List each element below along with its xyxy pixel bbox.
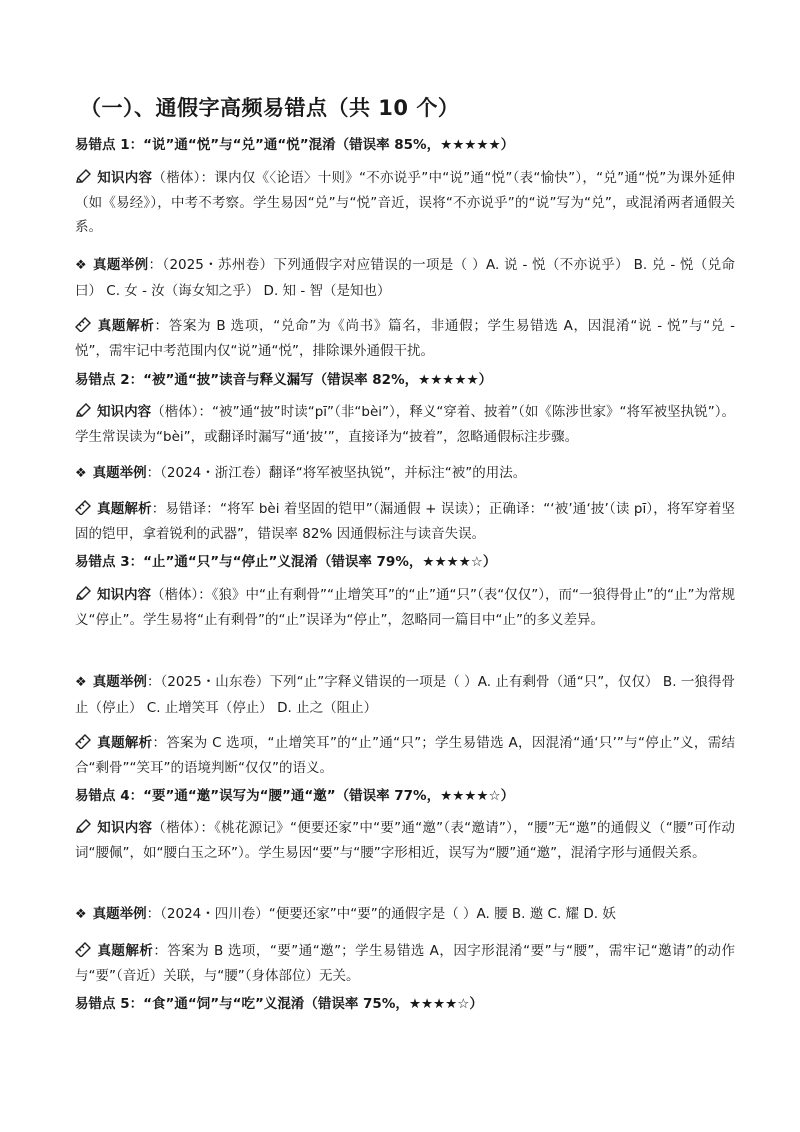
example-text: ：（2024・四川卷）“便要还家”中“要”的通假字是（ ）A. 腰 B. 邀 C. 耀 D. 妖 (146, 906, 616, 922)
ruler-pencil-icon (75, 942, 92, 957)
knowledge-text: （楷体）：课内仅《〈论语〉十则》“不亦说乎”中“说”通“悦”（表“愉快”），“兑”通“悦”为课外延伸（如《易经》），中考不考察。学生易因“兑”与“悦”音近，误将“不亦说乎”的“说”写为“兑”，或混淆两者通假关系。 (75, 170, 735, 235)
point-3-example (75, 670, 735, 720)
diamond-bullet-icon: ❖ (75, 907, 87, 922)
knowledge-text: （楷体）：《桃花源记》“便要还家”中“要”通“邀”（表“邀请”），“腰”无“邀”的通假义（“腰”可作动词“腰佩”，如“腰白玉之环”）。学生易因“要”与“腰”字形相近，误写为“腰”通“邀”，混淆字形与通假关系。 (75, 820, 735, 861)
pencil-icon (75, 169, 92, 184)
point-2-example (75, 461, 735, 487)
analysis-label: 真题解析 (97, 943, 154, 959)
point-1-heading: 易错点 1：“说”通“悦”与“兑”通“悦”混淆（错误率 85%，★★★★★） (75, 137, 515, 153)
pencil-icon (75, 403, 92, 418)
knowledge-label: 知识内容 (97, 170, 153, 186)
point-4-example (75, 902, 735, 928)
example-text: ：（2025・山东卷）下列“止”字释义错误的一项是（ ）A. 止有剩骨（通“只”，仅仅） B. 一狼得骨止（停止） C. 止增笑耳（停止） D. 止之（阻止） (75, 674, 735, 716)
point-2-analysis (75, 497, 735, 546)
point-1-example (75, 253, 735, 303)
point-3-heading: 易错点 3：“止”通“只”与“停止”义混淆（错误率 79%，★★★★☆） (75, 554, 497, 570)
analysis-label: 真题解析 (97, 501, 152, 517)
example-text: ：（2024・浙江卷）翻译“将军被坚执锐”，并标注“被”的用法。 (146, 465, 527, 481)
point-3-analysis (75, 731, 735, 780)
example-label: 真题举例 (92, 674, 147, 690)
analysis-text: ：答案为 C 选项，“止增笑耳”的“止”通“只”；学生易错选 A，因混淆“通‘只’”与“停止”义，需结合“剩骨”“笑耳”的语境判断“仅仅”的语义。 (75, 735, 735, 776)
point-2-heading: 易错点 2：“被”通“披”读音与释义漏写（错误率 82%，★★★★★） (75, 372, 493, 388)
ruler-pencil-icon (75, 317, 92, 332)
pencil-icon (75, 586, 92, 601)
point-4-heading: 易错点 4：“要”通“邀”误写为“腰”通“邀”（错误率 77%，★★★★☆） (75, 788, 515, 804)
knowledge-text: （楷体）：《狼》中“止有剩骨”“止增笑耳”的“止”通“只”（表“仅仅”），而“一狼得骨止”的“止”为常规义“停止”。学生易将“止有剩骨”的“止”误译为“停止”，忽略同一篇目中“止”的多义差异。 (75, 587, 736, 628)
point-5-heading: 易错点 5：“食”通“饲”与“吃”义混淆（错误率 75%，★★★★☆） (75, 996, 483, 1012)
diamond-bullet-icon: ❖ (75, 466, 87, 481)
example-label: 真题举例 (92, 257, 149, 273)
pencil-icon (75, 819, 92, 834)
analysis-text: ：易错译：“将军 bèi 着坚固的铠甲”（漏通假 + 误读）；正确译：“‘被’通‘披’（读 pī），将军穿着坚固的铠甲，拿着锐利的武器”，错误率 82% 因通假标注与读音失误。 (75, 501, 736, 542)
example-label: 真题举例 (92, 465, 147, 481)
analysis-text: ：答案为 B 选项，“要”通“邀”；学生易错选 A，因字形混淆“要”与“腰”，需牢记“邀请”的动作与“要”（音近）关联，与“腰”（身体部位）无关。 (75, 943, 736, 984)
diamond-bullet-icon: ❖ (75, 675, 87, 690)
ruler-pencil-icon (75, 500, 92, 515)
point-4-analysis (75, 939, 735, 988)
knowledge-label: 知识内容 (97, 587, 152, 603)
analysis-text: ：答案为 B 选项，“兑命”为《尚书》篇名，非通假；学生易错选 A，因混淆“说 - 悦”与“兑 - 悦”，需牢记中考范围内仅“说”通“悦”，排除课外通假干扰。 (75, 318, 736, 359)
point-3-knowledge (75, 583, 735, 632)
point-4-knowledge (75, 816, 735, 865)
analysis-label: 真题解析 (97, 318, 155, 334)
example-label: 真题举例 (92, 906, 147, 922)
ruler-pencil-icon (75, 734, 92, 749)
knowledge-label: 知识内容 (97, 820, 153, 836)
point-2-knowledge (75, 400, 735, 449)
section-title: （一）、通假字高频易错点（共 10 个） (80, 96, 460, 120)
knowledge-label: 知识内容 (97, 404, 152, 420)
diamond-bullet-icon: ❖ (75, 258, 87, 273)
point-1-analysis (75, 314, 735, 363)
analysis-label: 真题解析 (97, 735, 153, 751)
knowledge-text: （楷体）：“被”通“披”时读“pī”（非“bèi”），释义“穿着、披着”（如《陈涉世家》“将军被坚执锐”）。学生常误读为“bèi”，或翻译时漏写“通‘披’”，直接译为“披着”，忽略通假标注步骤。 (75, 404, 736, 445)
example-text: ：（2025・苏州卷）下列通假字对应错误的一项是（ ）A. 说 - 悦（不亦说乎） B. 兑 - 悦（兑命曰） C. 女 - 汝（诲女知之乎） D. 知 - 智（是知也） (75, 257, 735, 299)
point-1-knowledge (75, 166, 735, 240)
